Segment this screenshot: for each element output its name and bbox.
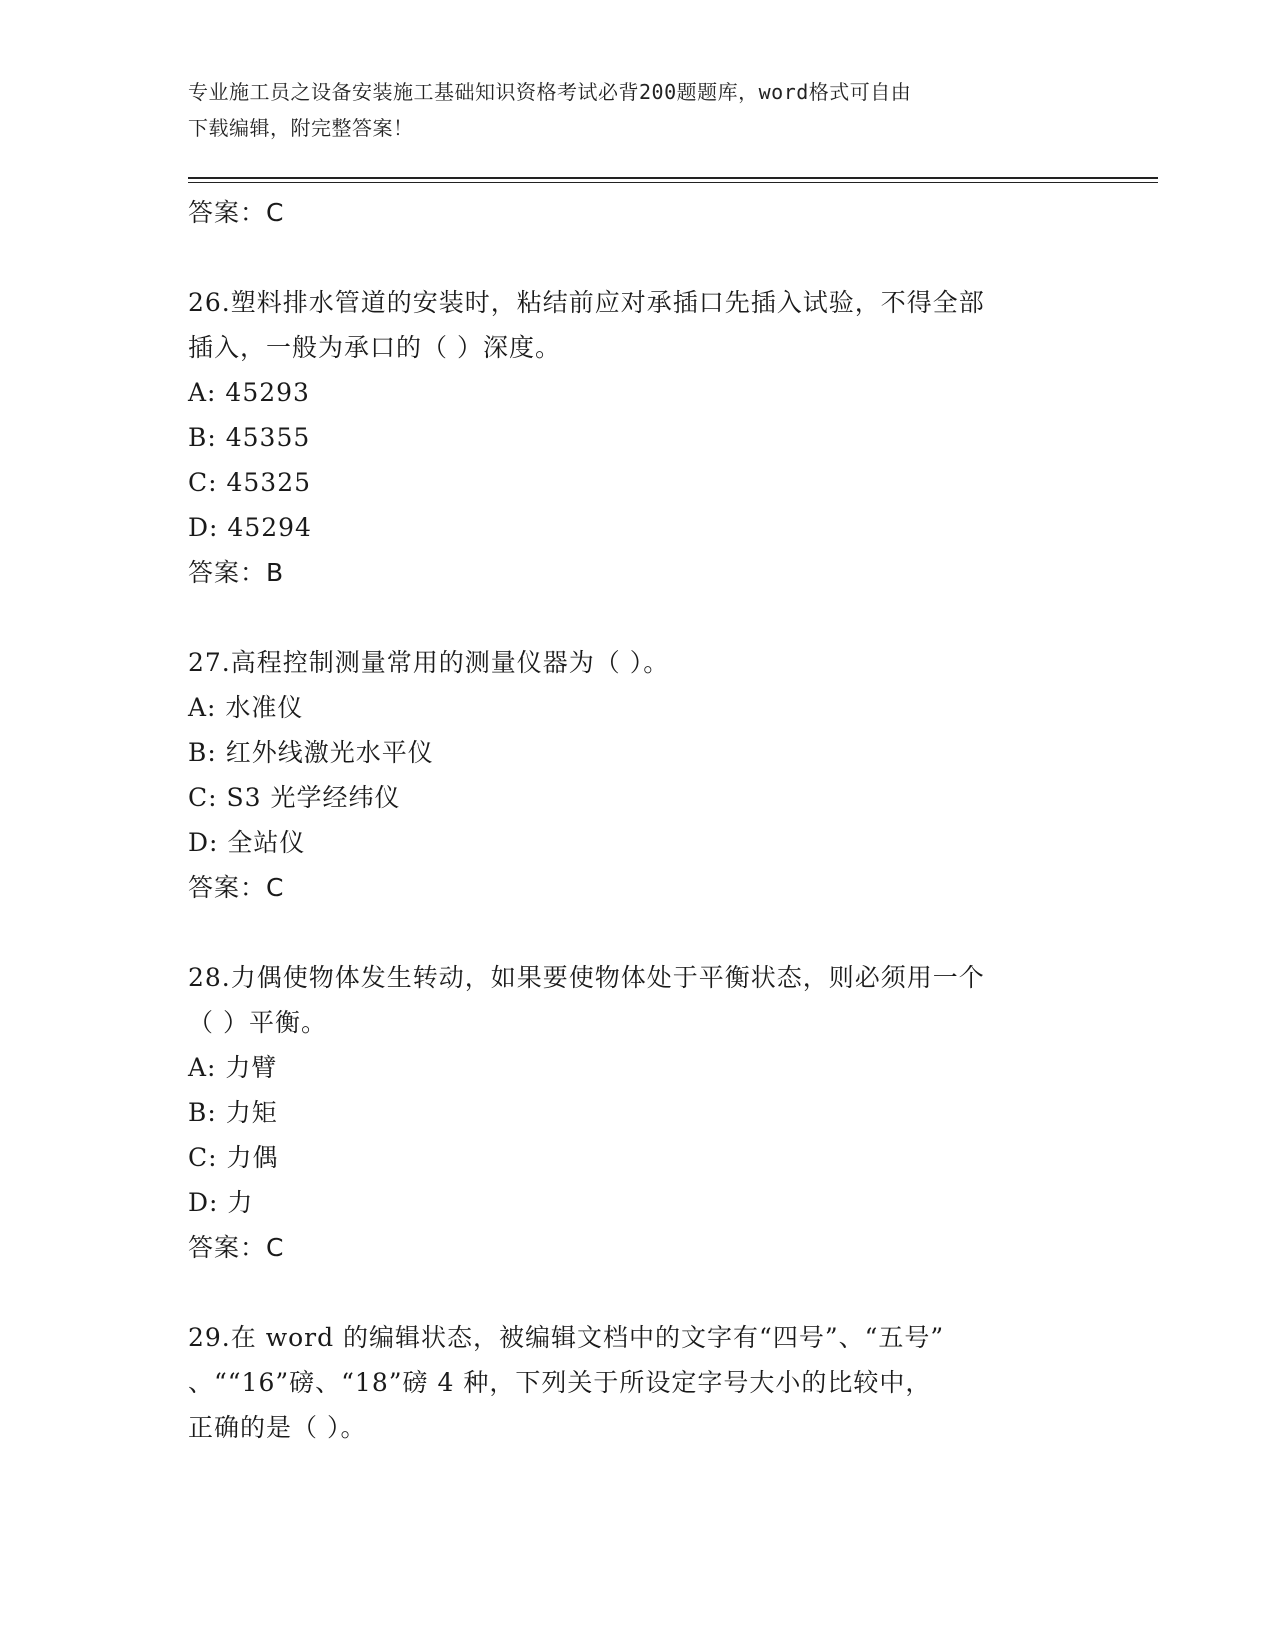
header-title-line-1: 专业施工员之设备安装施工基础知识资格考试必背200题题库，word格式可自由 (188, 80, 912, 104)
option-b: B: 红外线激光水平仪 (188, 738, 434, 767)
spacer (188, 910, 1088, 955)
question-stem-line: 27.高程控制测量常用的测量仪器为（ ）。 (188, 648, 670, 677)
header-divider-thick (188, 177, 1158, 179)
option-a: A: 45293 (188, 378, 310, 407)
option-b: B: 45355 (188, 423, 311, 452)
header-divider-thin (188, 182, 1158, 183)
question-stem-line: 28.力偶使物体发生转动，如果要使物体处于平衡状态，则必须用一个 (188, 963, 985, 992)
question-26 (188, 280, 1088, 595)
document-body (188, 190, 1088, 1450)
page-header (188, 74, 1088, 146)
answer-line: 答案：C (188, 873, 285, 902)
question-29 (188, 1315, 1088, 1450)
option-a: A: 水准仪 (188, 693, 304, 722)
question-stem-line: 插入，一般为承口的（ ）深度。 (188, 333, 561, 362)
previous-answer: 答案：C (188, 198, 285, 227)
option-c: C: S3 光学经纬仪 (188, 783, 401, 812)
option-a: A: 力臂 (188, 1053, 278, 1082)
question-stem-line: 、““16”磅、“18”磅 4 种，下列关于所设定字号大小的比较中， (188, 1368, 932, 1397)
option-c: C: 力偶 (188, 1143, 279, 1172)
option-d: D: 力 (188, 1188, 254, 1217)
answer-line: 答案：B (188, 558, 285, 587)
option-d: D: 全站仪 (188, 828, 306, 857)
question-27 (188, 640, 1088, 910)
answer-line: 答案：C (188, 1233, 285, 1262)
question-stem-line: 26.塑料排水管道的安装时，粘结前应对承插口先插入试验，不得全部 (188, 288, 985, 317)
option-d: D: 45294 (188, 513, 312, 542)
spacer (188, 235, 1088, 280)
spacer (188, 595, 1088, 640)
spacer (188, 1270, 1088, 1315)
header-title-line-2: 下载编辑，附完整答案！ (188, 116, 414, 140)
option-b: B: 力矩 (188, 1098, 278, 1127)
question-stem-line: 29.在 word 的编辑状态，被编辑文档中的文字有“四号”、“五号” (188, 1323, 945, 1352)
question-stem-line: 正确的是（ ）。 (188, 1413, 367, 1442)
question-28 (188, 955, 1088, 1270)
question-stem-line: （ ）平衡。 (188, 1008, 327, 1037)
option-c: C: 45325 (188, 468, 312, 497)
